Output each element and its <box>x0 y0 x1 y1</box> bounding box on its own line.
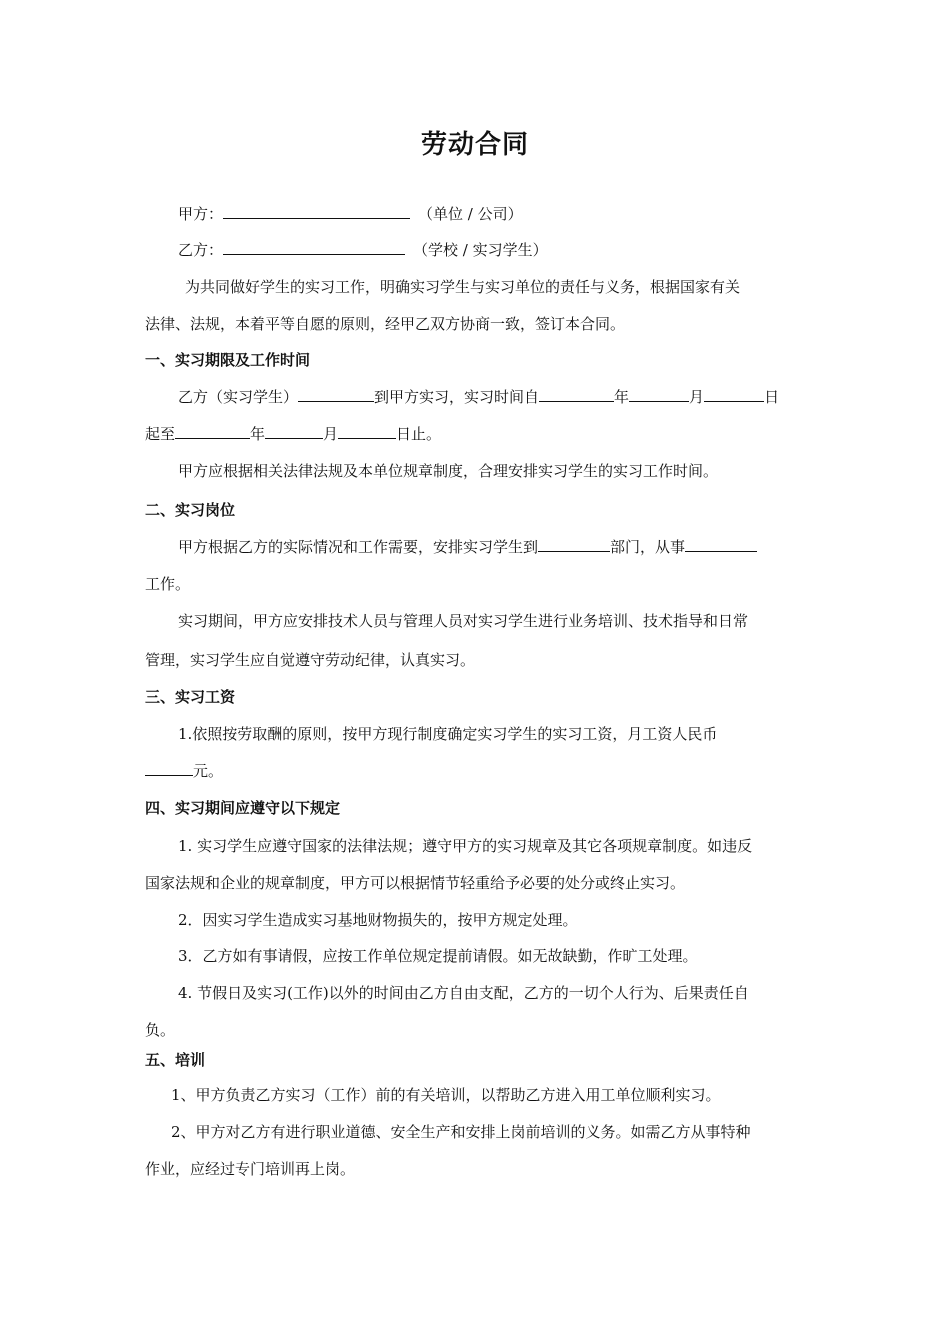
end-year-label: 年 <box>250 425 266 443</box>
section-2-heading: 二、实习岗位 <box>145 501 236 519</box>
sec1-internship-from: 到甲方实习，实习时间自 <box>374 388 540 406</box>
sec4-item-1a: 1. 实习学生应遵守国家的法律法规；遵守甲方的实习规章及其它各项规章制度。如违反 <box>178 837 753 855</box>
party-b-line <box>145 240 843 260</box>
year-label: 年 <box>614 388 630 406</box>
start-year-blank[interactable] <box>539 387 614 402</box>
party-a-line <box>145 204 843 224</box>
document-title: 劳动合同 <box>420 130 529 160</box>
sec2-work-suffix: 工作。 <box>145 575 191 593</box>
section-1-heading: 一、实习期限及工作时间 <box>145 351 311 369</box>
day-label: 日 <box>764 388 780 406</box>
sec3-amount-line <box>145 761 810 781</box>
sec1-student-label: 乙方（实习学生） <box>178 388 299 406</box>
end-day-label: 日止。 <box>396 425 442 443</box>
end-day-blank[interactable] <box>338 424 396 439</box>
start-day-blank[interactable] <box>704 387 764 402</box>
sec1-paragraph-2: 甲方应根据相关法律法规及本单位规章制度，合理安排实习学生的实习工作时间。 <box>178 462 719 480</box>
sec1-period-line <box>145 387 843 407</box>
end-month-blank[interactable] <box>265 424 323 439</box>
month-label: 月 <box>689 388 705 406</box>
sec2-department-text: 部门，从事 <box>610 538 686 556</box>
sec4-item-3: 3．乙方如有事请假，应按工作单位规定提前请假。如无故缺勤，作旷工处理。 <box>178 947 698 965</box>
wage-amount-blank[interactable] <box>145 761 193 776</box>
party-b-blank[interactable] <box>223 240 405 255</box>
section-4-heading: 四、实习期间应遵守以下规定 <box>145 799 341 817</box>
department-blank[interactable] <box>538 537 610 552</box>
sec4-item-2: 2．因实习学生造成实习基地财物损失的，按甲方规定处理。 <box>178 911 578 929</box>
sec2-paragraph-2b: 管理，实习学生应自觉遵守劳动纪律，认真实习。 <box>145 651 476 669</box>
sec4-item-4a: 4. 节假日及实习(工作)以外的时间由乙方自由支配，乙方的一切个人行为、后果责任自 <box>178 984 749 1002</box>
end-month-label: 月 <box>323 425 339 443</box>
party-b-suffix: （学校 / 实习学生） <box>413 241 548 259</box>
party-b-label: 乙方： <box>178 241 224 259</box>
intro-line-2: 法律、法规，本着平等自愿的原则，经甲乙双方协商一致，签订本合同。 <box>145 315 626 333</box>
sec2-paragraph-2a: 实习期间，甲方应安排技术人员与管理人员对实习学生进行业务培训、技术指导和日常 <box>178 612 749 630</box>
sec2-arrange-text: 甲方根据乙方的实际情况和工作需要，安排实习学生到 <box>178 538 539 556</box>
start-month-blank[interactable] <box>629 387 689 402</box>
sec3-yuan-label: 元。 <box>193 762 224 780</box>
section-5-heading: 五、培训 <box>145 1051 206 1069</box>
sec5-item-1: 1、甲方负责乙方实习（工作）前的有关培训，以帮助乙方进入用工单位顺利实习。 <box>171 1086 721 1104</box>
student-name-blank[interactable] <box>298 387 374 402</box>
sec3-wage-line: 1.依照按劳取酬的原则，按甲方现行制度确定实习学生的实习工资，月工资人民币 <box>178 725 718 743</box>
party-a-suffix: （单位 / 公司） <box>418 205 523 223</box>
sec1-until-label: 起至 <box>145 425 176 443</box>
sec2-position-line <box>145 537 843 557</box>
end-year-blank[interactable] <box>175 424 250 439</box>
intro-line-1: 为共同做好学生的实习工作，明确实习学生与实习单位的责任与义务，根据国家有关 <box>185 278 741 296</box>
party-a-blank[interactable] <box>223 204 410 219</box>
party-a-label: 甲方： <box>178 205 224 223</box>
sec4-item-4b: 负。 <box>145 1021 176 1039</box>
sec5-item-2a: 2、甲方对乙方有进行职业道德、安全生产和安排上岗前培训的义务。如需乙方从事特种 <box>171 1123 751 1141</box>
sec1-end-line <box>145 424 810 444</box>
section-3-heading: 三、实习工资 <box>145 688 236 706</box>
sec4-item-1b: 国家法规和企业的规章制度，甲方可以根据情节轻重给予必要的处分或终止实习。 <box>145 874 686 892</box>
job-blank[interactable] <box>685 537 757 552</box>
sec5-item-2b: 作业，应经过专门培训再上岗。 <box>145 1160 356 1178</box>
